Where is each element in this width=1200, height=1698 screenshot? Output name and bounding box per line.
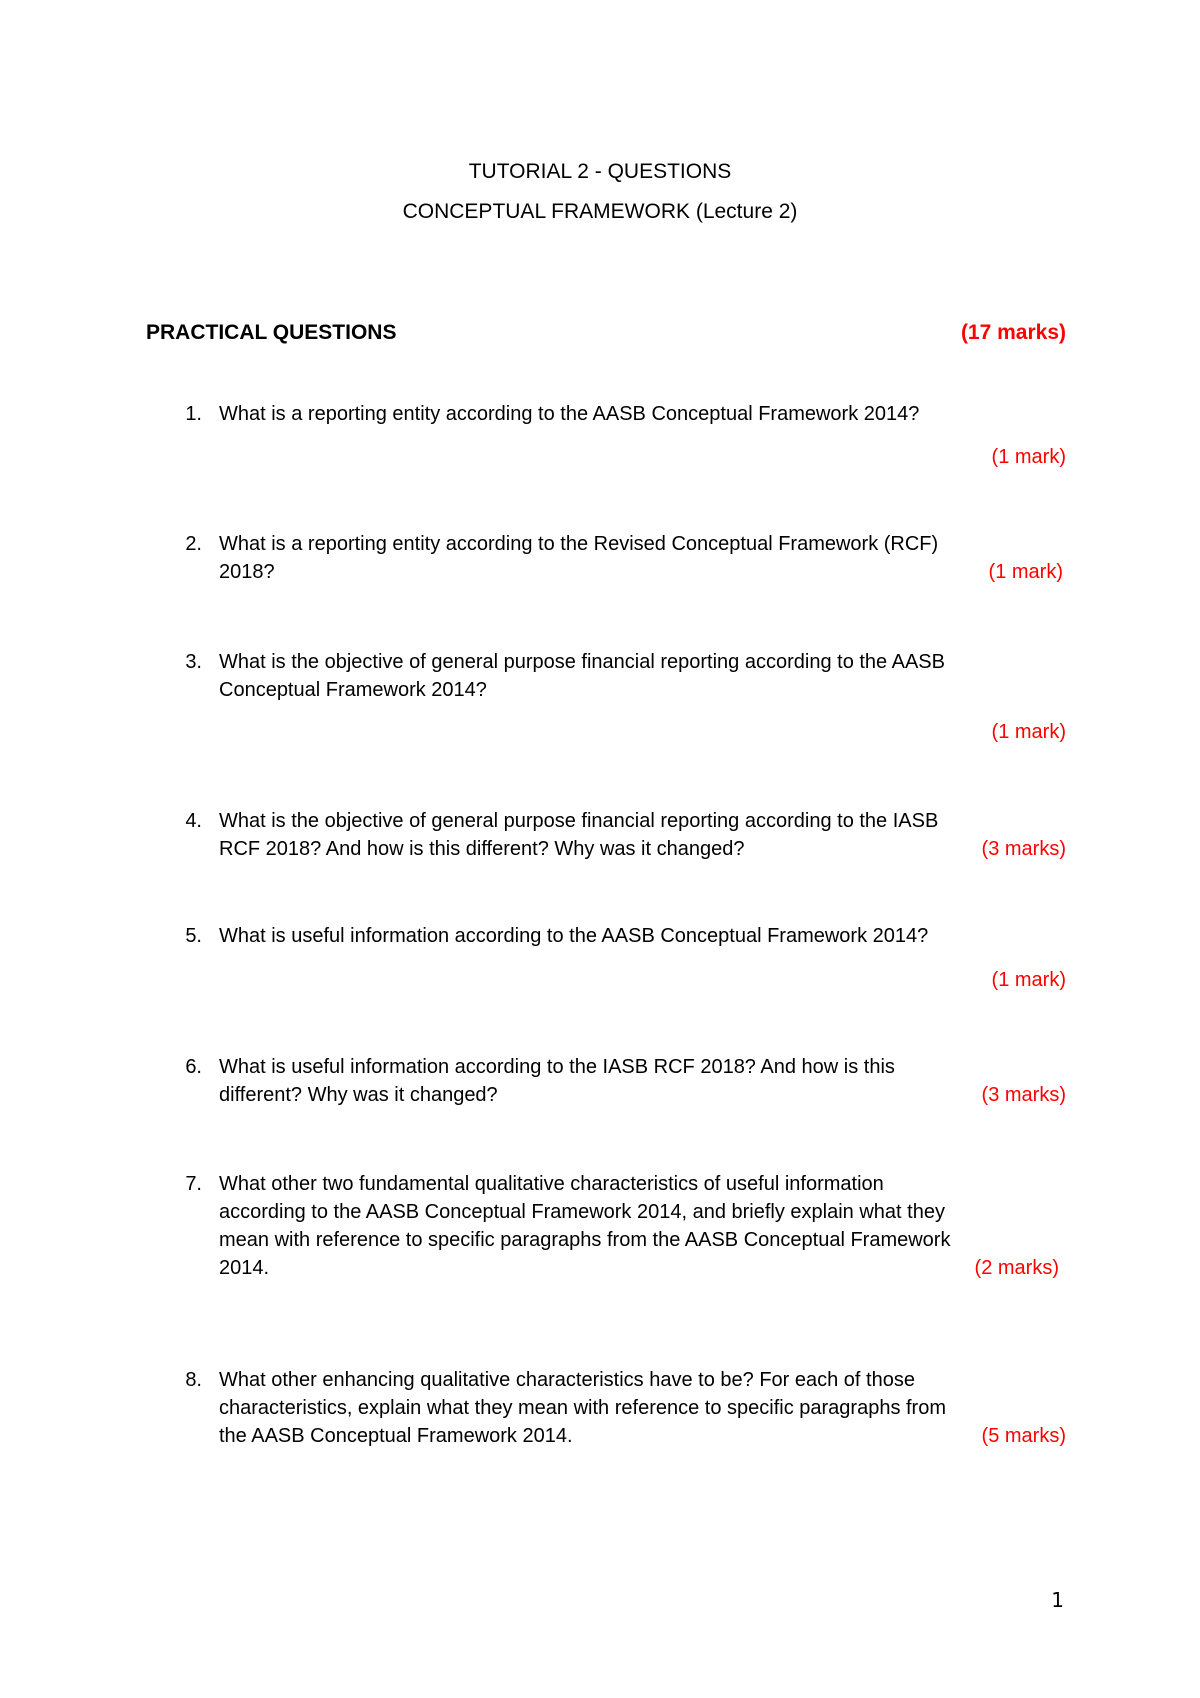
- question-marks: (2 marks): [974, 1257, 1059, 1279]
- question-text-line: different? Why was it changed?: [219, 1084, 498, 1106]
- question-text-line: What is the objective of general purpose financial reporting according to the AASB: [219, 651, 945, 673]
- question-text-line: RCF 2018? And how is this different? Why was it changed?: [219, 838, 745, 860]
- question-number: 2.: [185, 533, 202, 555]
- question-text-line: What other two fundamental qualitative characteristics of useful information: [219, 1173, 884, 1195]
- question-number: 8.: [185, 1369, 202, 1391]
- question-marks: (1 mark): [991, 446, 1066, 468]
- question-text-line: the AASB Conceptual Framework 2014.: [219, 1425, 573, 1447]
- question-text-line: 2018?: [219, 561, 275, 583]
- section-title: PRACTICAL QUESTIONS: [146, 321, 397, 344]
- question-number: 4.: [185, 810, 202, 832]
- question-text-line: What is a reporting entity according to the AASB Conceptual Framework 2014?: [219, 403, 920, 425]
- question-text-line: What is useful information according to the AASB Conceptual Framework 2014?: [219, 925, 929, 947]
- page-number: 1: [1051, 1588, 1064, 1612]
- question-marks: (1 mark): [991, 721, 1066, 743]
- question-marks: (3 marks): [981, 1084, 1066, 1106]
- question-text-line: characteristics, explain what they mean with reference to specific paragraphs from: [219, 1397, 947, 1419]
- section-total-marks: (17 marks): [960, 321, 1066, 344]
- question-text-line: What is useful information according to the IASB RCF 2018? And how is this: [219, 1056, 895, 1078]
- question-marks: (5 marks): [981, 1425, 1066, 1447]
- question-number: 1.: [185, 403, 202, 425]
- question-text-line: according to the AASB Conceptual Framework 2014, and briefly explain what they: [219, 1201, 945, 1223]
- question-text-line: What other enhancing qualitative characteristics have to be? For each of those: [219, 1369, 915, 1391]
- question-marks: (1 mark): [991, 969, 1066, 991]
- question-number: 3.: [185, 651, 202, 673]
- question-text-line: mean with reference to specific paragraphs from the AASB Conceptual Framework: [219, 1229, 951, 1251]
- question-number: 7.: [185, 1173, 202, 1195]
- question-number: 6.: [185, 1056, 202, 1078]
- question-marks: (3 marks): [981, 838, 1066, 860]
- question-text-line: Conceptual Framework 2014?: [219, 679, 487, 701]
- question-text-line: What is a reporting entity according to the Revised Conceptual Framework (RCF): [219, 533, 939, 555]
- document-title: TUTORIAL 2 - QUESTIONS: [468, 160, 732, 183]
- question-marks: (1 mark): [988, 561, 1063, 583]
- document-subtitle: CONCEPTUAL FRAMEWORK (Lecture 2): [402, 200, 798, 223]
- question-text-line: What is the objective of general purpose financial reporting according to the IASB: [219, 810, 939, 832]
- question-text-line: 2014.: [219, 1257, 270, 1279]
- question-number: 5.: [185, 925, 202, 947]
